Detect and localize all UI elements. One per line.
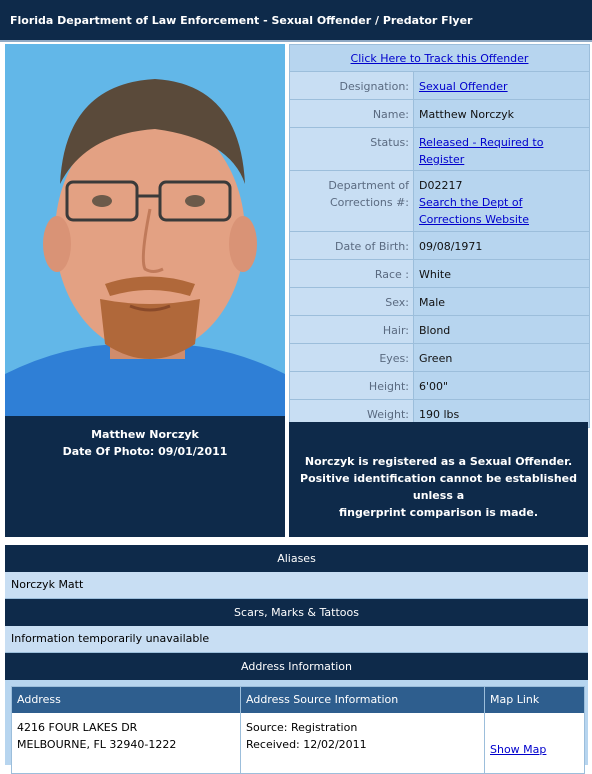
offender-info-table xyxy=(289,44,590,428)
identification-notice xyxy=(289,422,588,537)
track-offender-link[interactable]: Click Here to Track this Offender xyxy=(350,51,529,65)
doc-number: D02217 xyxy=(419,179,463,192)
page-title: Florida Department of Law Enforcement - Sexual Offender / Predator Flyer xyxy=(10,14,473,27)
address-city: MELBOURNE, FL 32940-1222 xyxy=(17,738,177,751)
notice-line-1: Norczyk is registered as a Sexual Offender. xyxy=(304,454,573,468)
col-source: Address Source Information xyxy=(241,687,485,713)
address-table-header xyxy=(12,687,584,713)
name-value: Matthew Norczyk xyxy=(419,108,515,121)
info-row-dob xyxy=(290,232,589,260)
notice-line-2: Positive identification cannot be established unless a xyxy=(300,471,577,502)
address-cell xyxy=(12,713,241,773)
show-map-link[interactable]: Show Map xyxy=(490,743,547,756)
name-label: Name: xyxy=(290,100,414,127)
portrait-image xyxy=(5,44,285,416)
table-row xyxy=(12,713,584,773)
address-street: 4216 FOUR LAKES DR xyxy=(17,721,138,734)
eyes-label: Eyes: xyxy=(290,344,414,371)
info-row-designation xyxy=(290,72,589,100)
hair-value: Blond xyxy=(419,324,451,337)
eyes-value: Green xyxy=(419,352,453,365)
photo-date-caption: Date Of Photo: 09/01/2011 xyxy=(62,445,228,458)
offender-name-caption: Matthew Norczyk xyxy=(91,428,199,441)
doc-label: Department of Corrections #: xyxy=(290,171,414,231)
info-row-height xyxy=(290,372,589,400)
race-label: Race : xyxy=(290,260,414,287)
address-heading: Address Information xyxy=(5,653,588,680)
col-map-link: Map Link xyxy=(490,693,540,706)
dob-value: 09/08/1971 xyxy=(419,240,483,253)
scars-value: Information temporarily unavailable xyxy=(5,626,588,653)
info-row-hair xyxy=(290,316,589,344)
aliases-value: Norczyk Matt xyxy=(5,572,588,599)
weight-label: Weight: xyxy=(290,400,414,427)
address-table xyxy=(11,686,585,774)
info-row-eyes xyxy=(290,344,589,372)
notice-line-3: fingerprint comparison is made. xyxy=(338,505,539,519)
source-cell xyxy=(241,713,485,773)
status-label: Status: xyxy=(290,128,414,170)
weight-value: 190 lbs xyxy=(419,408,460,421)
info-row-race xyxy=(290,260,589,288)
doc-search-link[interactable]: Search the Dept of Corrections Website xyxy=(419,196,529,226)
sex-value: Male xyxy=(419,296,446,309)
height-value: 6'00" xyxy=(419,380,449,393)
dob-label: Date of Birth: xyxy=(290,232,414,259)
designation-link[interactable]: Sexual Offender xyxy=(419,80,508,93)
address-source: Source: Registration xyxy=(246,721,358,734)
address-received: Received: 12/02/2011 xyxy=(246,738,367,751)
info-row-status xyxy=(290,128,589,171)
sex-label: Sex: xyxy=(290,288,414,315)
track-row xyxy=(290,45,589,72)
info-row-sex xyxy=(290,288,589,316)
height-label: Height: xyxy=(290,372,414,399)
info-row-name xyxy=(290,100,589,128)
hair-label: Hair: xyxy=(290,316,414,343)
details-section xyxy=(5,545,588,765)
photo-caption xyxy=(5,416,285,537)
scars-heading: Scars, Marks & Tattoos xyxy=(5,599,588,626)
map-cell xyxy=(485,713,584,773)
status-link[interactable]: Released - Required to Register xyxy=(419,136,544,166)
race-value: White xyxy=(419,268,451,281)
col-address: Address xyxy=(12,687,241,713)
designation-label: Designation: xyxy=(290,72,414,99)
title-bar xyxy=(0,0,592,42)
offender-photo xyxy=(5,44,285,416)
aliases-heading: Aliases xyxy=(5,545,588,572)
info-row-doc xyxy=(290,171,589,232)
